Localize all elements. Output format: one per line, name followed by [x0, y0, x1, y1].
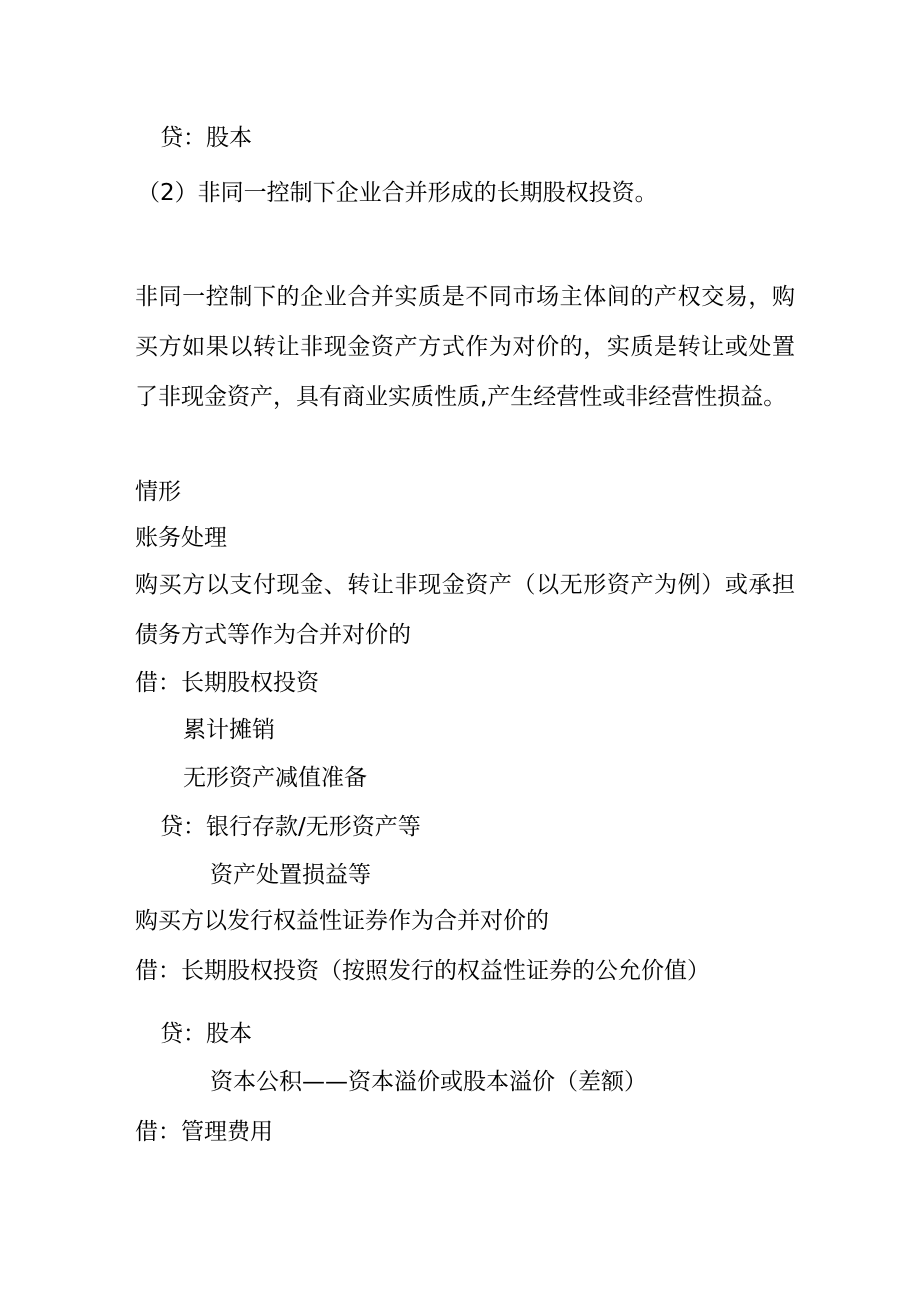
journal-entry-credit: 贷：股本	[160, 1021, 252, 1047]
journal-entry-line: 资本公积——资本溢价或股本溢价（差额）	[210, 1069, 647, 1095]
paragraph: 购买方以支付现金、转让非现金资产（以无形资产为例）或承担债务方式等作为合并对价的	[135, 572, 795, 648]
paragraph: 非同一控制下的企业合并实质是不同市场主体间的产权交易，购买方如果以转让非现金资产方式作为对价的，实质是转让或处置了非现金资产，具有商业实质性质,产生经营性或非经营性损益。	[135, 284, 795, 410]
journal-entry-debit: 借：长期股权投资（按照发行的权益性证券的公允价值）	[135, 958, 710, 984]
journal-entry-line: 累计摊销	[183, 717, 275, 743]
text-line: 贷：股本	[160, 125, 252, 151]
table-header-situation: 情形	[135, 479, 181, 505]
journal-entry-debit: 借：管理费用	[135, 1119, 273, 1145]
journal-entry-line: 无形资产减值准备	[183, 765, 367, 791]
section-heading: （2）非同一控制下企业合并形成的长期股权投资。	[137, 180, 658, 206]
table-header-accounting: 账务处理	[135, 525, 227, 551]
journal-entry-line: 资产处置损益等	[210, 862, 371, 888]
journal-entry-credit: 贷：银行存款/无形资产等	[160, 814, 421, 840]
text-line: 购买方以发行权益性证券作为合并对价的	[135, 908, 549, 934]
journal-entry-debit: 借：长期股权投资	[135, 670, 319, 696]
